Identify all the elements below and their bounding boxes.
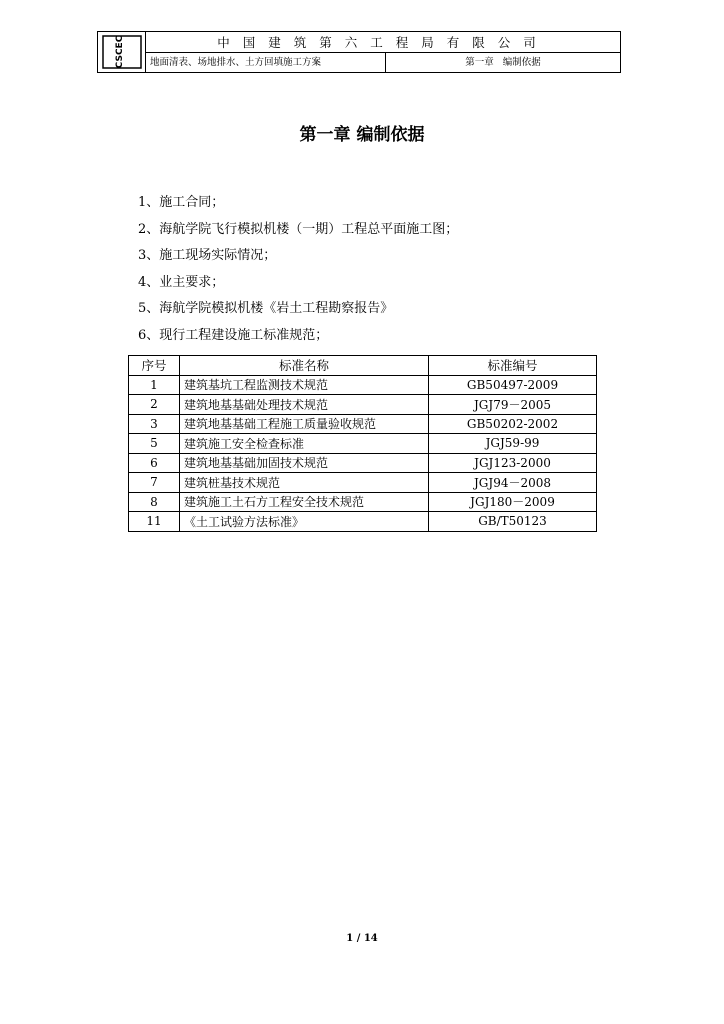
- logo-text: CSCEC: [114, 35, 125, 69]
- cscec-logo: [98, 32, 146, 72]
- row-standard-name: 建筑地基基础工程施工质量验收规范: [180, 414, 429, 434]
- row-number: 5: [129, 434, 180, 454]
- chapter-title: 第一章 编制依据: [299, 125, 425, 145]
- row-number: 2: [129, 395, 180, 415]
- table-row: [129, 375, 597, 395]
- header-number: 序号: [129, 356, 180, 376]
- row-standard-code: JGJ180－2009: [429, 492, 597, 512]
- table-header-row: [129, 356, 597, 376]
- table-row: [129, 492, 597, 512]
- basis-list: [138, 190, 458, 349]
- row-standard-code: GB50497-2009: [429, 375, 597, 395]
- page-number: 1 / 14: [346, 933, 378, 944]
- standards-table: [128, 355, 597, 532]
- table-row: [129, 414, 597, 434]
- row-standard-code: JGJ79－2005: [429, 395, 597, 415]
- basis-item: 2、海航学院飞行模拟机楼（一期）工程总平面施工图；: [138, 221, 459, 237]
- table-row: [129, 473, 597, 493]
- row-standard-code: GB/T50123: [429, 512, 597, 532]
- row-standard-name: 建筑基坑工程监测技术规范: [180, 375, 429, 395]
- basis-item: 5、海航学院模拟机楼《岩土工程勘察报告》: [138, 301, 394, 316]
- basis-item: 4、业主要求；: [138, 274, 225, 290]
- row-standard-name: 建筑地基基础处理技术规范: [180, 395, 429, 415]
- row-standard-code: GB50202-2002: [429, 414, 597, 434]
- basis-item: 3、施工现场实际情况；: [138, 248, 277, 263]
- row-standard-code: JGJ59-99: [429, 434, 597, 454]
- row-standard-name: 建筑施工安全检查标准: [180, 434, 429, 454]
- row-standard-code: JGJ123-2000: [429, 453, 597, 473]
- row-standard-name: 建筑施工土石方工程安全技术规范: [180, 492, 429, 512]
- chapter-reference: 第一章 编制依据: [465, 57, 541, 68]
- row-number: 8: [129, 492, 180, 512]
- table-row: [129, 395, 597, 415]
- row-standard-code: JGJ94－2008: [429, 473, 597, 493]
- row-number: 6: [129, 453, 180, 473]
- table-row: [129, 434, 597, 454]
- header-standard-code: 标准编号: [429, 356, 597, 376]
- header-standard-name: 标准名称: [180, 356, 429, 376]
- row-standard-name: 《土工试验方法标准》: [180, 512, 429, 532]
- row-number: 11: [129, 512, 180, 532]
- row-number: 7: [129, 473, 180, 493]
- table-row: [129, 512, 597, 532]
- company-name: 中国建筑第六工程局有限公司: [146, 32, 620, 53]
- row-number: 3: [129, 414, 180, 434]
- basis-item: 6、现行工程建设施工标准规范；: [138, 327, 329, 343]
- document-title: 地面清表、场地排水、土方回填施工方案: [146, 53, 386, 72]
- row-standard-name: 建筑桩基技术规范: [180, 473, 429, 493]
- basis-item: 1、施工合同；: [138, 195, 225, 210]
- row-number: 1: [129, 375, 180, 395]
- table-row: [129, 453, 597, 473]
- row-standard-name: 建筑地基基础加固技术规范: [180, 453, 429, 473]
- page-header: [97, 31, 621, 73]
- cscec-logo-mark: [102, 35, 142, 69]
